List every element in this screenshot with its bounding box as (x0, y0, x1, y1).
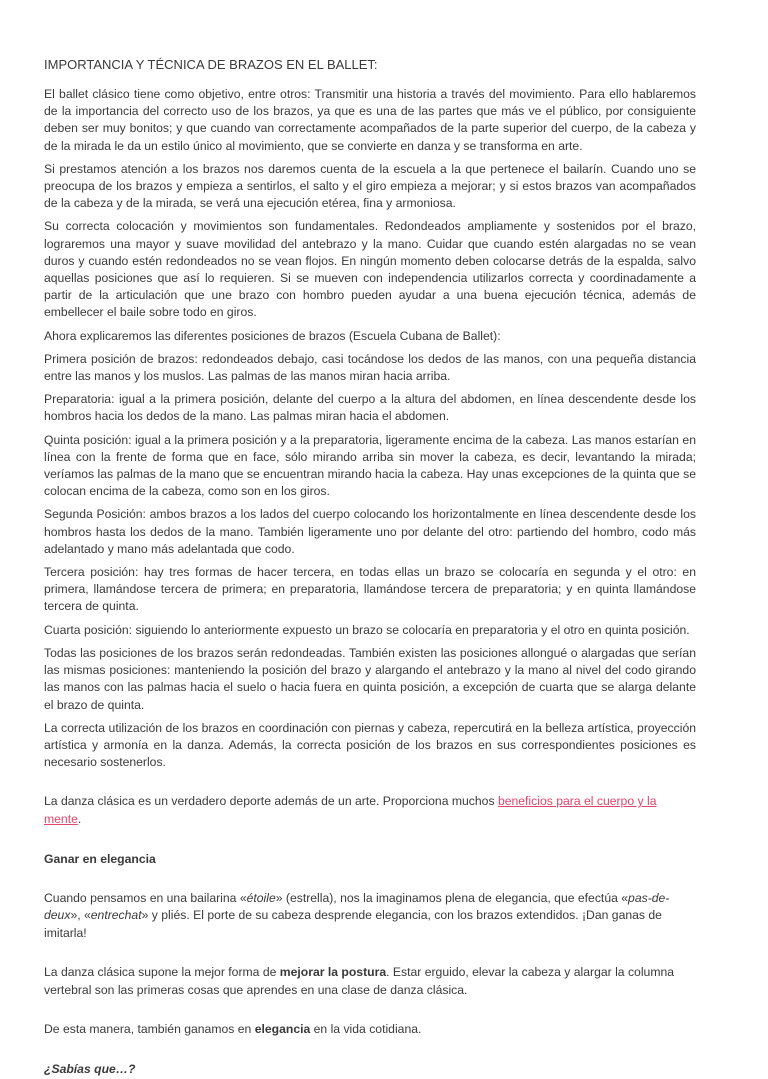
italic-term: entrechat (90, 908, 142, 923)
text-run: » (estrella), nos la imaginamos plena de elegancia, que efectúa « (275, 890, 629, 905)
question-heading: ¿Sabías que…? (44, 1062, 136, 1077)
section-heading: Ganar en elegancia (44, 851, 156, 866)
paragraph-benefits (44, 793, 696, 828)
paragraph-coordination: La correcta utilización de los brazos en coordinación con piernas y cabeza, repercutirá en la belleza artística, proyección artística y armonía en la danza. Además, la correcta posición de los brazos en sus correspondientes posiciones es necesario sostenerlos. (44, 720, 696, 770)
text-run: De esta manera, también ganamos en (44, 1022, 255, 1037)
spacer (44, 777, 696, 793)
paragraph-school: Si prestamos atención a los brazos nos daremos cuenta de la escuela a la que pertenece el bailarín. Cuando uno se preocupa de los brazos y empieza a sentirlos, el salto y el giro empieza a mejorar; y si estos brazos van acompañados de la cabeza y de la mirada, se verá una ejecución etérea, fina y armoniosa. (44, 161, 696, 211)
paragraph-positions-intro: Ahora explicaremos las diferentes posiciones de brazos (Escuela Cubana de Ballet): (44, 328, 501, 343)
paragraph-placement: Su correcta colocación y movimientos son fundamentales. Redondeados ampliamente y sostenidos por el brazo, lograremos una mayor y suave movilidad del antebrazo y la mano. Cuidar que cuando estén alargadas no se vean duros y cuando estén redondeados no se vean flojos. En ningún momento deben colocarse detrás de la espalda, salvo aquellas posiciones que así lo requieren. Si se mueven con independencia utilizarlos correcta y coordinadamente a partir de la articulación que une brazo con hombro pueden ayudar a una buena ejecución técnica, además de embellecer el baile sobre todo en giros. (44, 219, 696, 320)
text-run: en la vida cotidiana. (310, 1022, 422, 1037)
bold-term: elegancia (254, 1022, 311, 1037)
benefits-end: . (77, 811, 82, 826)
document-title: IMPORTANCIA Y TÉCNICA DE BRAZOS EN EL BALLET: (44, 57, 378, 72)
italic-term: étoile (246, 890, 276, 905)
paragraph-fourth-position: Cuarta posición: siguiendo lo anteriormente expuesto un brazo se colocaría en preparatoria y el otro en quinta posición. (44, 622, 690, 637)
italic-term: pas-de-deux (44, 890, 670, 923)
bold-term: mejorar la postura (279, 965, 387, 980)
text-run: » y pliés. El porte de su cabeza desprende elegancia, con los brazos extendidos. ¡Dan ganas de imitarla! (44, 908, 662, 940)
paragraph-fifth-position: Quinta posición: igual a la primera posición y a la preparatoria, ligeramente encima de la cabeza. Las manos estarían en línea con la frente de forma que en face, sólo mirando arriba sin mover la cabeza, es decir, levantando la mirada; veríamos las palmas de la mano que se encuentran mirando hacia la cabeza. Hay unas excepciones de la quinta que se colocan encima de la cabeza, como son en los giros. (44, 432, 696, 499)
text-run: Cuando pensamos en una bailarina « (44, 890, 247, 905)
paragraph-second-position: Segunda Posición: ambos brazos a los lados del cuerpo colocando los horizontalmente en línea descendente desde los hombros hasta los dedos de la mano. También ligeramente uno por delante del otro: partiendo del hombro, codo más adelantado y mano más adelantada que codo. (44, 507, 696, 556)
paragraph-etoile (44, 890, 696, 943)
paragraph-third-position: Tercera posición: hay tres formas de hacer tercera, en todas ellas un brazo se colocaría en segunda y el otro: en primera, llamándose tercera de primera; en preparatoria, llamándose tercera de preparatoria; y en quinta llamándose tercera de quinta. (44, 565, 696, 614)
text-run: La danza clásica supone la mejor forma de (44, 965, 280, 980)
paragraph-allonge: Todas las posiciones de los brazos serán redondeadas. También existen las posiciones allongué o alargadas que serían las mismas posiciones: manteniendo la posición del brazo y alargando el antebrazo y la mano al nivel del codo girando las manos con las palmas hacia el suelo o hacia fuera en quinta posición, a excepción de cuarta que se alarga delante el brazo de quinta. (44, 645, 696, 712)
text-run: », « (70, 908, 91, 923)
paragraph-first-position: Primera posición de brazos: redondeados debajo, casi tocándose los dedos de las manos, con una pequeña distancia entre las manos y los muslos. Las palmas de las manos miran hacia arriba. (44, 351, 696, 384)
paragraph-posture (44, 964, 696, 999)
benefits-link[interactable]: beneficios para el cuerpo y la mente (44, 794, 657, 826)
paragraph-preparatory: Preparatoria: igual a la primera posición, delante del cuerpo a la altura del abdomen, en línea descendente desde los hombros hacia los dedos de la mano. Las palmas miran hacia el abdomen. (44, 392, 696, 424)
paragraph-intro: El ballet clásico tiene como objetivo, entre otros: Transmitir una historia a través del movimiento. Para ello hablaremos de la importancia del correcto uso de los brazos, ya que es una de las partes que más ve el público, por consiguiente deben ser muy bonitos; y que cuando van correctamente acompañados de la parte superior del cuerpo, de la cabeza y de la mirada le da un estilo único al movimiento, que se convierte en danza y se transforma en arte. (44, 87, 696, 153)
text-run: . Estar erguido, elevar la cabeza y alargar la columna vertebral son las primeras cosas que aprendes en una clase de danza clásica. (44, 965, 675, 997)
benefits-text: La danza clásica es un verdadero deporte además de un arte. Proporciona muchos (44, 794, 498, 809)
paragraph-elegance (44, 1021, 696, 1039)
